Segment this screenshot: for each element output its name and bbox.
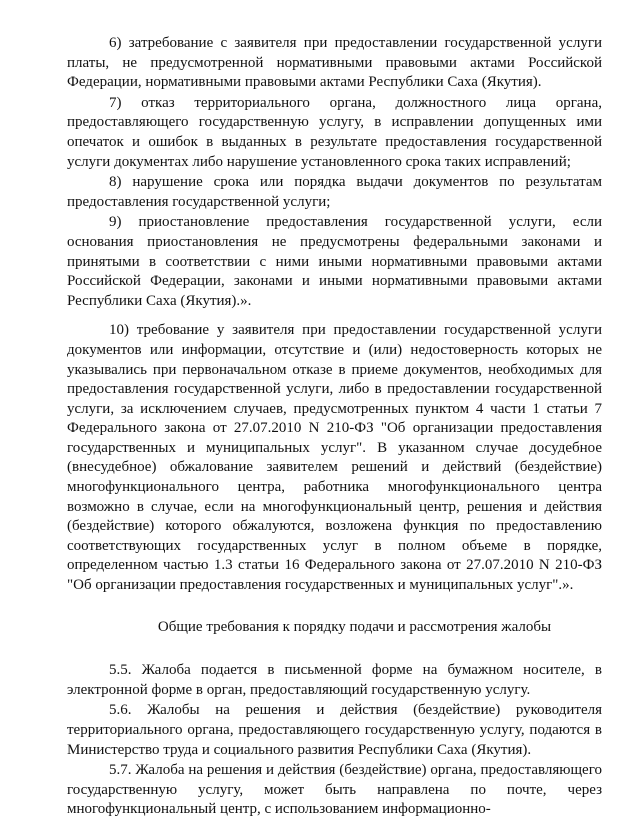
section-heading: Общие требования к порядку подачи и рассмотрения жалобы	[157, 618, 552, 635]
paragraph-5-6: 5.6. Жалобы на решения и действия (бездействие) руководителя территориального органа, предоставляющего государственную услугу, подаются в Министерство труда и социального развития Республики Саха (Якутия).	[67, 702, 602, 758]
paragraph-5-5: 5.5. Жалоба подается в письменной форме на бумажном носителе, в электронной форме в орган, предоставляющий государственную услугу.	[67, 662, 602, 698]
paragraph-item-9: 9) приостановление предоставления государственной услуги, если основания приостановления не предусмотрены федеральными законами и принятыми в соответствии с ними иными нормативными правовыми актами Российской Федерации, законами и иными нормативными правовыми актами Республики Саха (Якутия).».	[67, 214, 602, 309]
paragraph-item-6: 6) затребование с заявителя при предоставлении государственной услуги платы, не предусмотренной нормативными правовыми актами Российской Федерации, нормативными правовыми актами Республики Саха (Якутия).	[67, 35, 602, 91]
paragraph-item-7: 7) отказ территориального органа, должностного лица органа, предоставляющего государственную услугу, в исправлении допущенных ими опечаток и ошибок в выданных в результате предоставления государственной услуги документах либо нарушение установленного срока таких исправлений;	[67, 94, 602, 170]
paragraph-item-8: 8) нарушение срока или порядка выдачи документов по результатам предоставления государственной услуги;	[67, 174, 602, 210]
paragraph-5-7: 5.7. Жалоба на решения и действия (бездействие) органа, предоставляющего государственную услугу, может быть направлена по почте, через многофункциональный центр, с использованием информационно-	[67, 762, 602, 818]
document-page	[67, 34, 602, 820]
paragraph-item-10: 10) требование у заявителя при предоставлении государственной услуги документов или информации, отсутствие и (или) недостоверность которых не указывались при первоначальном отказе в приеме документов, необходимых для предоставления государственной услуги, либо в предоставлении государственной услуги, за исключением случаев, предусмотренных пунктом 4 части 1 статьи 7 Федерального закона от 27.07.2010 N 210-ФЗ "Об организации предоставления государственных и муниципальных услуг". В указанном случае досудебное (внесудебное) обжалование заявителем решений и действий (бездействие) многофункционального центра, работника многофункционального центра возможно в случае, если на многофункциональный центр, решения и действия (бездействие) которого обжалуются, возложена функция по предоставлению соответствующих государственных услуг в полном объеме в порядке, определенном частью 1.3 статьи 16 Федерального закона от 27.07.2010 N 210-ФЗ "Об организации предоставления государственных и муниципальных услуг".».	[67, 322, 602, 594]
